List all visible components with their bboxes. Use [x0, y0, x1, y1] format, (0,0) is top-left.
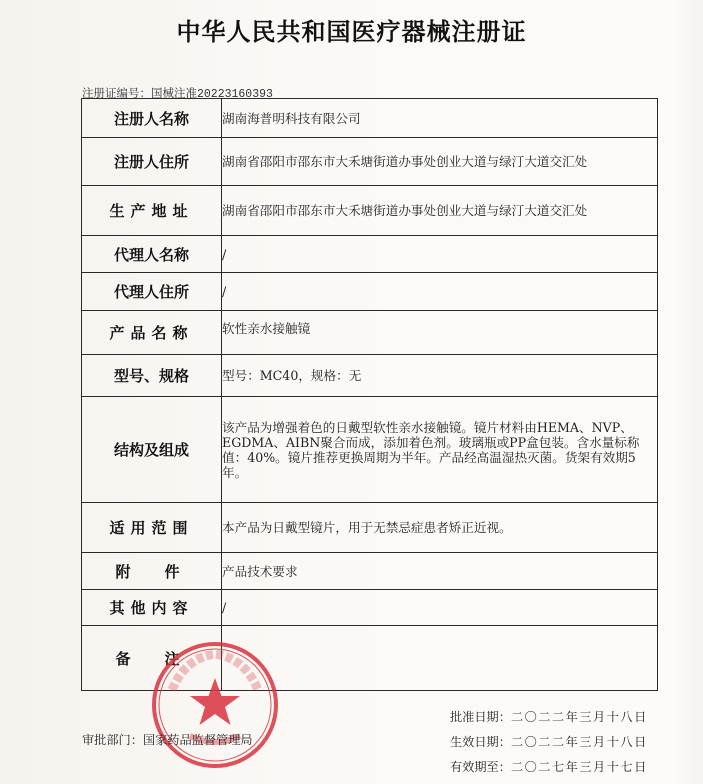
row-label: 备注	[82, 626, 222, 691]
table-row	[82, 397, 658, 503]
table-row	[82, 553, 658, 590]
registration-number-value: 国械注准20223160393	[151, 88, 273, 101]
row-label: 生产地址	[82, 186, 222, 236]
approval-department	[82, 731, 253, 748]
approval-date	[450, 708, 648, 725]
row-label: 注册人住所	[82, 138, 222, 186]
table-row	[82, 503, 658, 553]
row-label: 产品名称	[82, 311, 222, 355]
effective-date-label: 生效日期：	[450, 735, 511, 749]
table-row	[82, 99, 658, 138]
expiry-date	[450, 758, 648, 775]
star-icon	[190, 678, 240, 725]
row-value: 湖南省邵阳市邵东市大禾塘街道办事处创业大道与绿汀大道交汇处	[222, 138, 658, 186]
table-row	[82, 236, 658, 273]
row-value: 型号：MC40，规格：无	[222, 355, 658, 397]
effective-date-value: 二〇二二年三月十八日	[510, 735, 648, 749]
row-label: 型号、规格	[82, 355, 222, 397]
approval-date-label: 批准日期：	[450, 710, 511, 724]
approval-date-value: 二〇二二年三月十八日	[510, 710, 648, 724]
row-label: 其他内容	[82, 590, 222, 626]
table-row	[82, 138, 658, 186]
certificate-table	[81, 98, 658, 691]
expiry-date-label: 有效期至：	[450, 760, 511, 774]
row-label: 结构及组成	[82, 397, 222, 503]
page-edge-shadow	[673, 0, 703, 784]
row-value: /	[222, 273, 658, 311]
table-row	[82, 311, 658, 355]
row-value: 软性亲水接触镜	[222, 311, 658, 355]
certificate-title: 中华人民共和国医疗器械注册证	[176, 18, 527, 46]
table-row	[82, 273, 658, 311]
row-label: 附件	[82, 553, 222, 590]
row-value: 湖南海普明科技有限公司	[222, 99, 658, 138]
row-value: 产品技术要求	[222, 553, 658, 590]
row-label: 适用范围	[82, 503, 222, 553]
table-row	[82, 355, 658, 397]
table-row	[82, 590, 658, 626]
row-value: /	[222, 590, 658, 626]
row-label: 代理人住所	[82, 273, 222, 311]
row-value: 本产品为日戴型镜片，用于无禁忌症患者矫正近视。	[222, 503, 658, 553]
row-value	[222, 626, 658, 691]
table-row	[82, 186, 658, 236]
official-seal	[150, 640, 280, 770]
row-label: 注册人名称	[82, 99, 222, 138]
row-value: 该产品为增强着色的日戴型软性亲水接触镜。镜片材料由HEMA、NVP、EGDMA、AIBN聚合而成，添加着色剂。玻璃瓶或PP盒包装。含水量标称值：40%。镜片推荐更换周期为半年。产品经高温湿热灭菌。货架有效期5年。	[222, 397, 658, 503]
row-label: 代理人名称	[82, 236, 222, 273]
approval-department-label: 审批部门：	[82, 733, 143, 747]
approval-department-value: 国家药品监督管理局	[142, 733, 253, 747]
expiry-date-value: 二〇二七年三月十七日	[510, 760, 648, 774]
effective-date	[450, 733, 648, 750]
registration-number-label: 注册证编号：	[82, 86, 151, 100]
row-value: 湖南省邵阳市邵东市大禾塘街道办事处创业大道与绿汀大道交汇处	[222, 186, 658, 236]
row-value: /	[222, 236, 658, 273]
